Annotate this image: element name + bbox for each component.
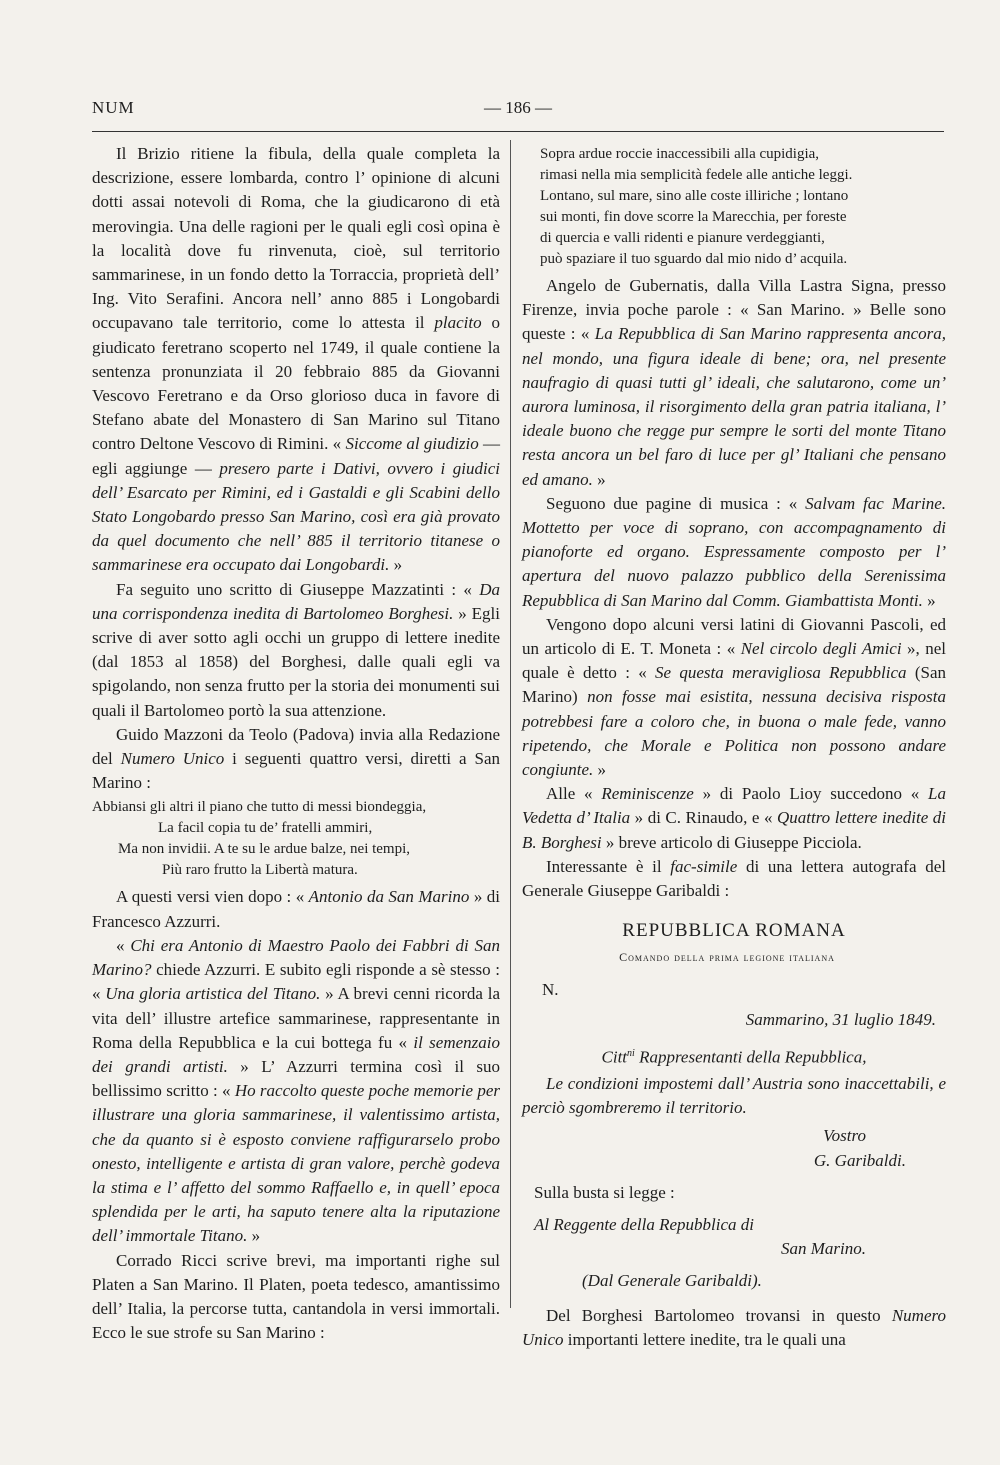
paragraph-brizio: Il Brizio ritiene la fibula, della quale completa la descrizione, essere lombarda, contro l’ opinione di alcuni dotti assai notevoli di Roma, che la giudicarono di età merovingia. Una delle ragioni per le quali egli così opina è la località dove fu rinvenuta, cioè, sul territorio sammarinese, in un fondo detto la Torraccia, proprietà dell’ Ing. Vito Serafini. Ancora nell’ anno 885 i Longobardi occupavano tale territorio, come lo attesta il placito o giudicato feretrano scoperto nel 1749, il quale contiene la sentenza pronunziata il 20 febbraio 885 da Giovanni Vescovo Feretrano e da Orso glorioso duca in favore di Stefano abate del Monastero di San Marino sul Titano contro Deltone Vescovo di Rimini. « Siccome al giudizio — egli aggiunge — presero parte i Dativi, ovvero i giudici dell’ Esarcato per Rimini, ed i Gastaldi e gli Scabini dello Stato Longobardo presso San Marino, così era già provato da quel documento che nell’ 885 il territorio titanese o sammarinese era occupato dai Longobardi. » <box>92 144 501 575</box>
paragraph-musica: Seguono due pagine di musica : « Salvam fac Marine. Mottetto per voce di soprano, con accompagnamento di pianoforte ed organo. Espressamente composto per l’ apertura del nuovo palazzo pubblico della Serenissima Repubblica di San Marino dal Comm. Giambattista Monti. » <box>522 493 946 610</box>
running-head-title: NUM <box>92 98 135 117</box>
envelope-sender: (Dal Generale Garibaldi). <box>582 1271 762 1291</box>
letter-signature: G. Garibaldi. <box>813 1150 906 1170</box>
letter-greeting: Citt$^{ni}$ Rappresentanti della Repubblica, <box>601 1047 867 1067</box>
verse-line: Lontano, sul mare, sino alle coste illiriche ; lontano <box>540 188 849 204</box>
left-column <box>92 142 500 1345</box>
verse-line: sui monti, fin dove scorre la Marecchia, per foreste <box>540 209 847 225</box>
paragraph-mazzoni: Guido Mazzoni da Teolo (Padova) invia alla Redazione del Numero Unico i seguenti quattro versi, diretti a San Marino : <box>92 724 500 793</box>
letter-date: Sammarino, 31 luglio 1849. <box>745 1009 936 1029</box>
envelope-address-line: Al Reggente della Repubblica di <box>534 1214 754 1234</box>
paragraph-facsimile: Interessante è il fac-simile di una lettera autografa del Generale Giuseppe Garibaldi : <box>522 856 946 901</box>
column-divider <box>510 140 511 1308</box>
paragraph-lioy: Alle « Reminiscenze » di Paolo Lioy succedono « La Vedetta d’ Italia » di C. Rinaudo, e « Quattro lettere inedite di B. Borghesi » breve articolo di Giuseppe Picciola. <box>522 784 946 852</box>
poem-line: Ma non invidii. A te su le ardue balze, nei tempi, <box>118 841 411 858</box>
poem-line: La facil copia tu de’ fratelli ammiri, <box>158 820 373 837</box>
letter-title: REPUBBLICA ROMANA <box>622 920 846 942</box>
paragraph-gubernatis: Angelo de Gubernatis, dalla Villa Lastra Signa, presso Firenze, invia poche parole : « San Marino. » Belle sono queste : « La Repubblica di San Marino rappresenta ancora, nel mondo, una figura ideale di bene; ora, nel presente naufragio di quasi tutti gl’ ideali, che salutarono, come un’ aurora luminosa, il risorgimento della gran patria italiana, l’ ideale buono che regge pur sempre le sorti del monte Titano resta ancora un bel faro di luce per gl’ Italiani che pensano ed amano. » <box>522 276 947 489</box>
page-number: — 186 — <box>484 98 552 117</box>
verse-line: di quercia e valli ridenti e pianure verdeggianti, <box>540 230 825 246</box>
paragraph-mazzatinti: Fa seguito uno scritto di Giuseppe Mazzatinti : « Da una corrispondenza inedita di Bartolomeo Borghesi. » Egli scrive di aver sotto agli occhi un gruppo di lettere inedite (dal 1853 al 1858) del Borghesi, dalle quali egli va spigolando, non senza frutto per la storia dei monumenti sui quali il Bartolomeo portò la sua attenzione. <box>92 579 500 720</box>
paragraph-borghesi: Del Borghesi Bartolomeo trovansi in questo Numero Unico importanti lettere inedite, tra le quali una <box>522 1305 946 1349</box>
paragraph-azzurri: « Chi era Antonio di Maestro Paolo dei Fabbri di San Marino? chiede Azzurri. E subito egli risponde a sè stesso : « Una gloria artistica del Titano. » A brevi cenni ricorda la vita dell’ illustre artefice sammarinese, rappresentante in Roma della Repubblica e la cui bottega fu « il semenzaio dei grandi artisti. » L’ Azzurri termina così il suo bellissimo scritto : « Ho raccolto queste poche memorie per illustrare una gloria sammarinese, il valentissimo artista, che da quanto si è esposto conviene raffigurarselo probo onesto, intelligente e artista di gran valore, perchè godeva la stima e l’ affetto del sommo Raffaello e, in quell’ epoca splendida per le arti, ha saputo tenere alta la riputazione dell’ immortale Titano. » <box>92 935 501 1246</box>
paragraph-pascoli-moneta: Vengono dopo alcuni versi latini di Giovanni Pascoli, ed un articolo di E. T. Moneta : « Nel circolo degli Amici », nel quale è detto : « Se questa meravigliosa Repubblica (San Marino) non fosse mai esistita, nessuna decisiva risposta potrebbesi fare a coloro che, in buona o male fede, vanno ripetendo, che Morale e Politica non possono andare congiunte. » <box>522 614 947 780</box>
platen-verse <box>522 144 946 270</box>
letter-number: N. <box>542 979 559 999</box>
garibaldi-letter <box>522 919 946 1172</box>
poem-line: Più raro frutto la Libertà matura. <box>162 862 358 879</box>
letter-body: Le condizioni impostemi dall’ Austria sono inaccettabili, e perciò sgombreremo il territorio. <box>522 1073 946 1118</box>
letter-closing: Vostro <box>823 1126 866 1146</box>
right-column <box>522 142 946 1352</box>
verse-line: rimasi nella mia semplicità fedele alle antiche leggi. <box>540 167 853 183</box>
verse-line: Sopra ardue roccie inaccessibili alla cupidigia, <box>540 146 820 162</box>
envelope-intro: Sulla busta si legge : <box>534 1182 675 1202</box>
paragraph-azzurri-intro: A questi versi vien dopo : « Antonio da San Marino » di Francesco Azzurri. <box>92 887 500 931</box>
mazzoni-poem <box>92 797 500 881</box>
envelope-address-line: San Marino. <box>781 1239 866 1259</box>
paragraph-ricci: Corrado Ricci scrive brevi, ma importanti righe sul Platen a San Marino. Il Platen, poeta tedesco, amantissimo dell’ Italia, la percorse tutta, cantandola in versi immortali. Ecco le sue strofe su San Marino : <box>92 1250 500 1343</box>
running-header <box>92 98 944 122</box>
verse-line: può spaziare il tuo sguardo dal mio nido d’ acquila. <box>540 251 848 267</box>
letter-subtitle: Comando della prima legione italiana <box>619 950 835 965</box>
poem-line: Abbiansi gli altri il piano che tutto di messi biondeggia, <box>92 799 427 816</box>
header-rule <box>92 131 944 132</box>
